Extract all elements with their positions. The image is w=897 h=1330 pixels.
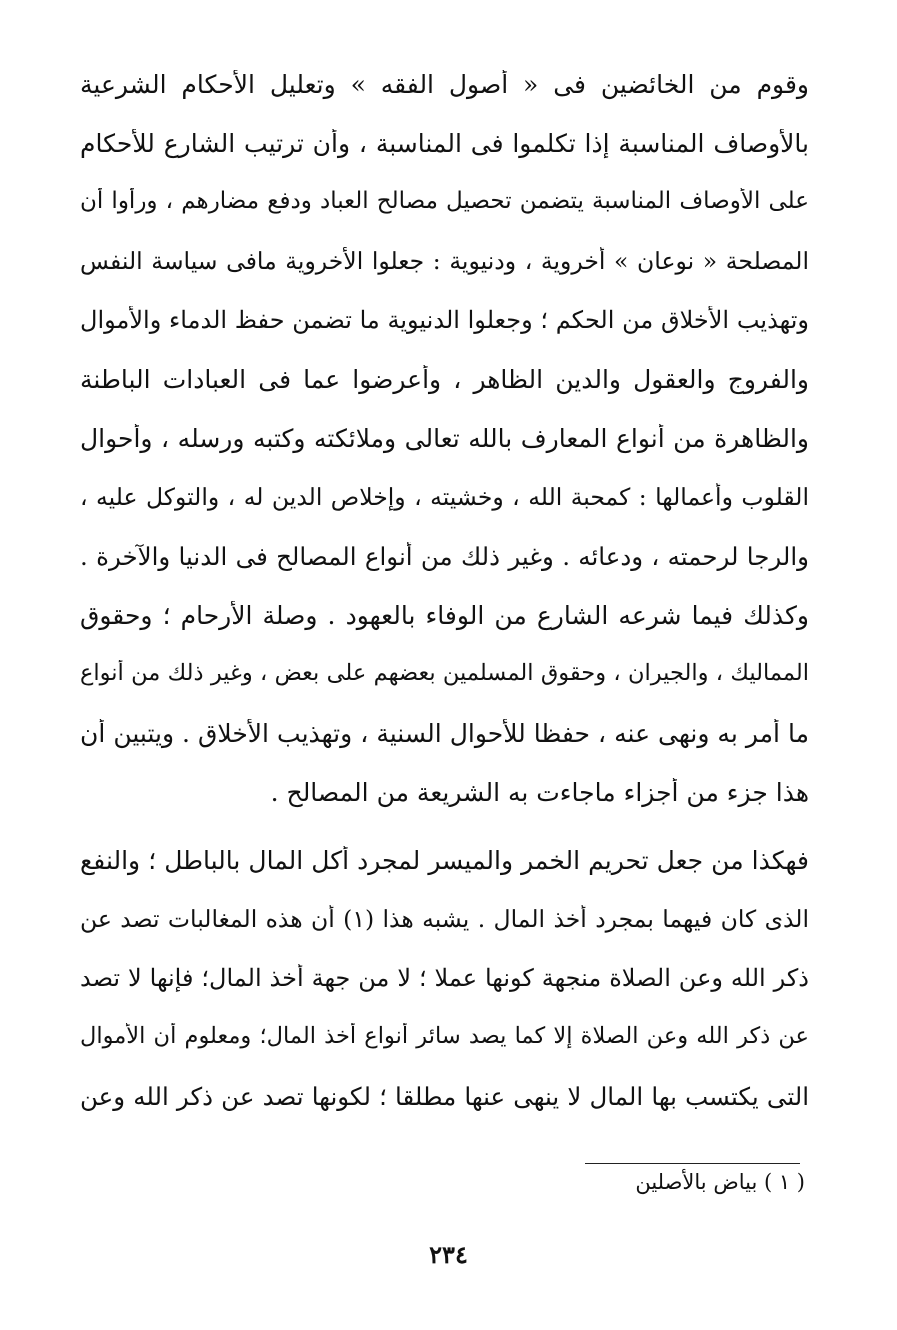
text-line: ما أمر به ونهى عنه ، حفظا للأحوال السنية ، وتهذيب الأخلاق . ويتبين أن xyxy=(80,719,809,748)
text-line: فهكذا من جعل تحريم الخمر والميسر لمجرد أكل المال بالباطل ؛ والنفع xyxy=(80,846,809,875)
text-line: وتهذيب الأخلاق من الحكم ؛ وجعلوا الدنيوية ما تضمن حفظ الدماء والأموال xyxy=(80,306,809,334)
text-line: والرجا لرحمته ، ودعائه . وغير ذلك من أنواع المصالح فى الدنيا والآخرة . xyxy=(80,542,809,571)
footnote-divider xyxy=(585,1163,800,1164)
page-number: ٢٣٤ xyxy=(429,1240,468,1269)
text-line: التى يكتسب بها المال لا ينهى عنها مطلقا ؛ لكونها تصد عن ذكر الله وعن xyxy=(80,1082,809,1111)
text-line: ذكر الله وعن الصلاة منجهة كونها عملا ؛ لا من جهة أخذ المال؛ فإنها لا تصد xyxy=(80,964,809,992)
text-line: وكذلك فيما شرعه الشارع من الوفاء بالعهود . وصلة الأرحام ؛ وحقوق xyxy=(80,601,809,630)
text-line: وقوم من الخائضين فى « أصول الفقه » وتعليل الأحكام الشرعية xyxy=(80,70,809,99)
text-line: المصلحة « نوعان » أخروية ، ودنيوية : جعلوا الأخروية مافى سياسة النفس xyxy=(80,247,809,275)
text-line: على الأوصاف المناسبة يتضمن تحصيل مصالح العباد ودفع مضارهم ، ورأوا أن xyxy=(80,188,809,214)
text-line: المماليك ، والجيران ، وحقوق المسلمين بعضهم على بعض ، وغير ذلك من أنواع xyxy=(80,660,809,686)
text-line: الذى كان فيهما بمجرد أخذ المال . يشبه هذا (١) أن هذه المغالبات تصد عن xyxy=(80,905,809,933)
footnote: ( ١ ) بياض بالأصلين xyxy=(635,1170,805,1194)
text-line: والظاهرة من أنواع المعارف بالله تعالى وملائكته وكتبه ورسله ، وأحوال xyxy=(80,424,809,453)
text-line: بالأوصاف المناسبة إذا تكلموا فى المناسبة ، وأن ترتيب الشارع للأحكام xyxy=(80,129,809,158)
text-line: والفروج والعقول والدين الظاهر ، وأعرضوا عما فى العبادات الباطنة xyxy=(80,365,809,394)
text-line: عن ذكر الله وعن الصلاة إلا كما يصد سائر أنواع أخذ المال؛ ومعلوم أن الأموال xyxy=(80,1023,809,1049)
text-line: هذا جزء من أجزاء ماجاءت به الشريعة من المصالح . xyxy=(270,778,809,807)
text-line: القلوب وأعمالها : كمحبة الله ، وخشيته ، وإخلاص الدين له ، والتوكل عليه ، xyxy=(80,483,809,511)
